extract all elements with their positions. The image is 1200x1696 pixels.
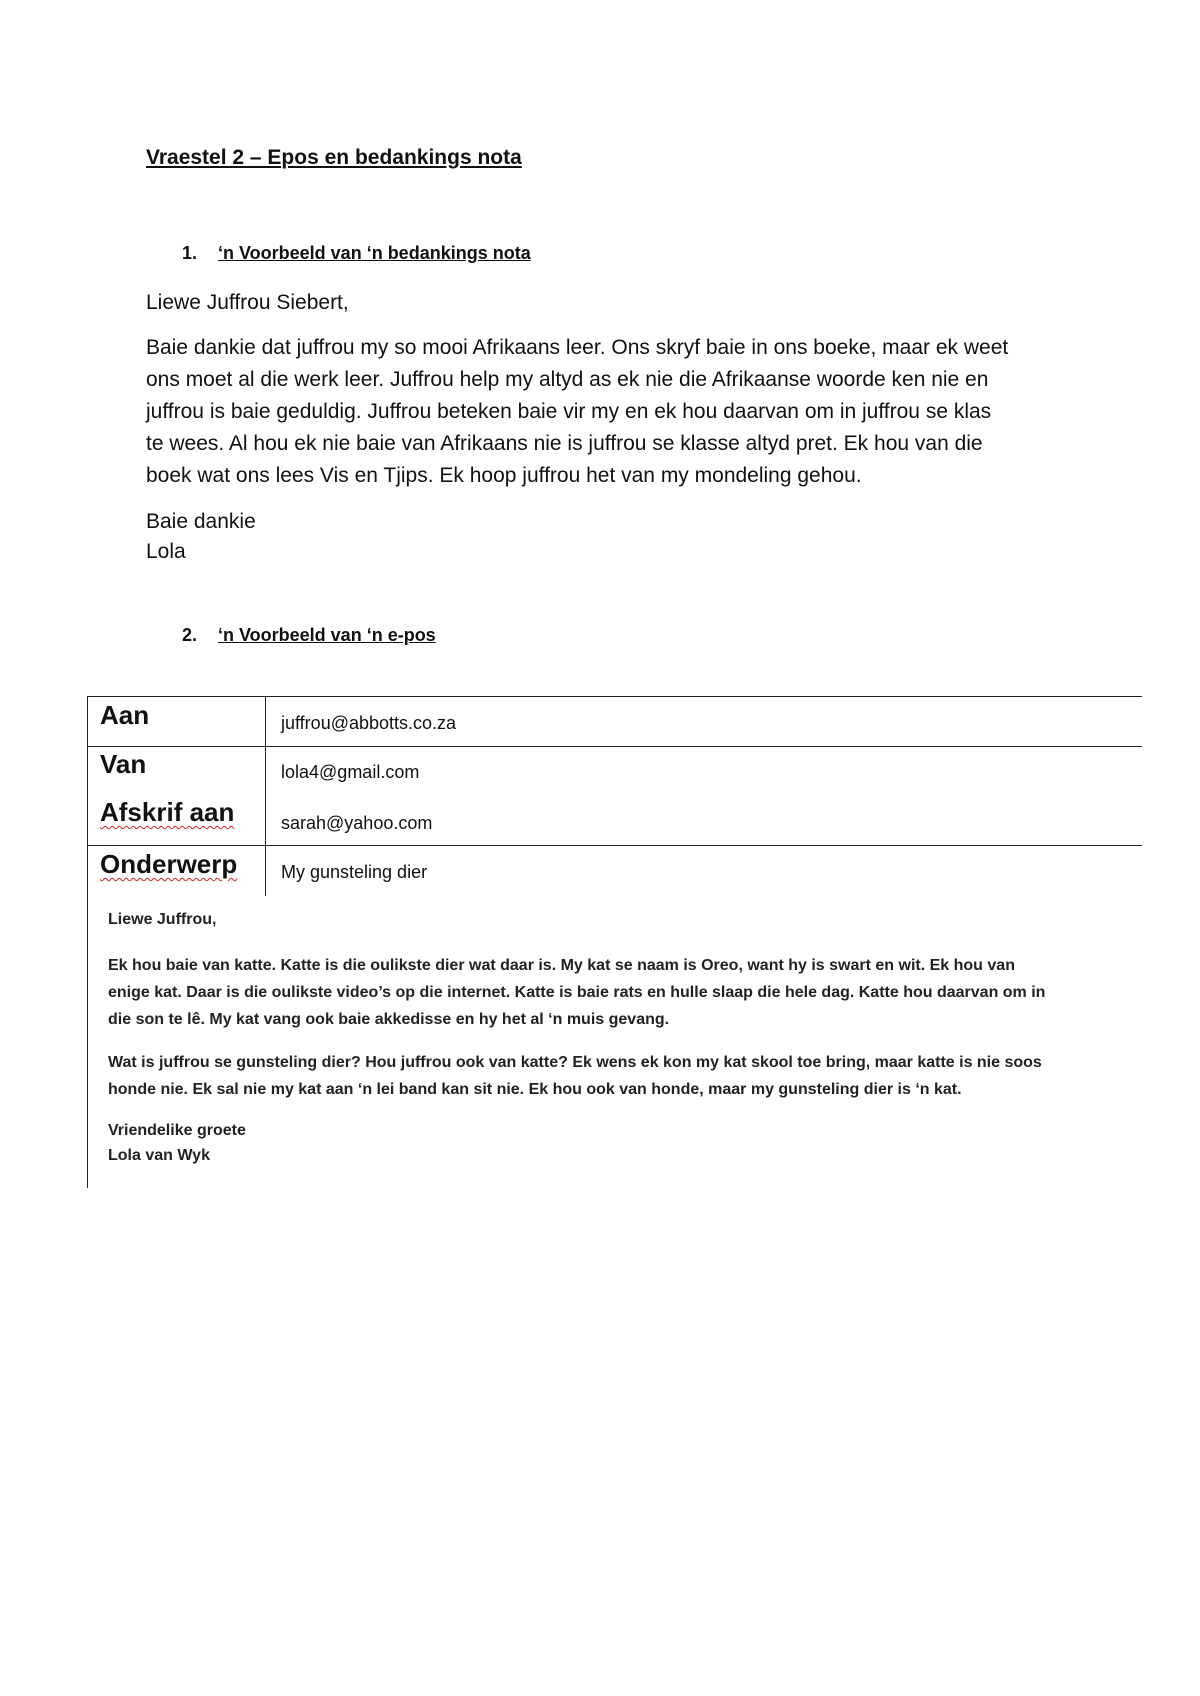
note-line: te wees. Al hou ek nie baie van Afrikaans nie is juffrou se klasse altyd pret. Ek hou van die	[146, 432, 983, 455]
table-divider	[87, 845, 1142, 846]
from-value: lola4@gmail.com	[281, 762, 420, 782]
table-divider	[87, 746, 1142, 747]
subject-label: Onderwerp	[100, 849, 238, 879]
email-line: die son te lê. My kat vang ook baie akkedisse en hy het al ‘n muis gevang.	[108, 1011, 670, 1028]
note-line: boek wat ons lees Vis en Tjips. Ek hoop juffrou het van my mondeling gehou.	[146, 464, 862, 487]
section-2-heading	[182, 625, 436, 646]
section-2-number: 2.	[182, 625, 198, 645]
section-1-title: ‘n Voorbeeld van ‘n bedankings nota	[218, 243, 531, 263]
document-title: Vraestel 2 – Epos en bedankings nota	[146, 146, 522, 169]
email-closing-phrase: Vriendelike groete	[108, 1122, 246, 1139]
email-line: Wat is juffrou se gunsteling dier? Hou juffrou ook van katte? Ek wens ek kon my kat skool toe bring, maar katte is nie soos	[108, 1054, 1042, 1071]
email-line: honde nie. Ek sal nie my kat aan ‘n lei band kan sit nie. Ek hou ook van honde, maar my gunsteling dier is ‘n kat.	[108, 1081, 962, 1098]
section-1-heading	[182, 243, 531, 264]
note-line: juffrou is baie geduldig. Juffrou beteken baie vir my en ek hou daarvan om in juffrou se klas	[146, 400, 992, 423]
table-column-divider	[265, 696, 266, 896]
section-1-number: 1.	[182, 243, 198, 263]
email-greeting: Liewe Juffrou,	[108, 911, 217, 928]
email-signature: Lola van Wyk	[108, 1147, 210, 1164]
from-label: Van	[100, 749, 147, 779]
note-signature: Lola	[146, 540, 186, 563]
cc-label: Afskrif aan	[100, 797, 235, 827]
note-line: ons moet al die werk leer. Juffrou help my altyd as ek nie die Afrikaanse woorde ken nie en	[146, 368, 989, 391]
note-body	[146, 332, 1008, 492]
email-line: enige kat. Daar is die oulikste video’s op die internet. Katte is baie rats en hulle slaap die hele dag. Katte hou daarvan om in	[108, 984, 1046, 1001]
note-closing	[146, 507, 256, 567]
table-border-left	[87, 696, 88, 1188]
email-line: Ek hou baie van katte. Katte is die oulikste dier wat daar is. My kat se naam is Oreo, want hy is swart en wit. Ek hou van	[108, 957, 1015, 974]
note-closing-phrase: Baie dankie	[146, 510, 256, 533]
to-label: Aan	[100, 700, 150, 730]
email-paragraph-1	[108, 952, 1045, 1033]
to-value: juffrou@abbotts.co.za	[281, 713, 457, 733]
subject-value: My gunsteling dier	[281, 862, 428, 882]
cc-value: sarah@yahoo.com	[281, 813, 433, 833]
email-paragraph-2	[108, 1049, 1042, 1103]
email-closing	[108, 1118, 246, 1168]
table-border-top	[87, 696, 1142, 697]
note-line: Baie dankie dat juffrou my so mooi Afrikaans leer. Ons skryf baie in ons boeke, maar ek weet	[146, 336, 1009, 359]
note-greeting: Liewe Juffrou Siebert,	[146, 291, 349, 314]
section-2-title: ‘n Voorbeeld van ‘n e-pos	[218, 625, 436, 645]
